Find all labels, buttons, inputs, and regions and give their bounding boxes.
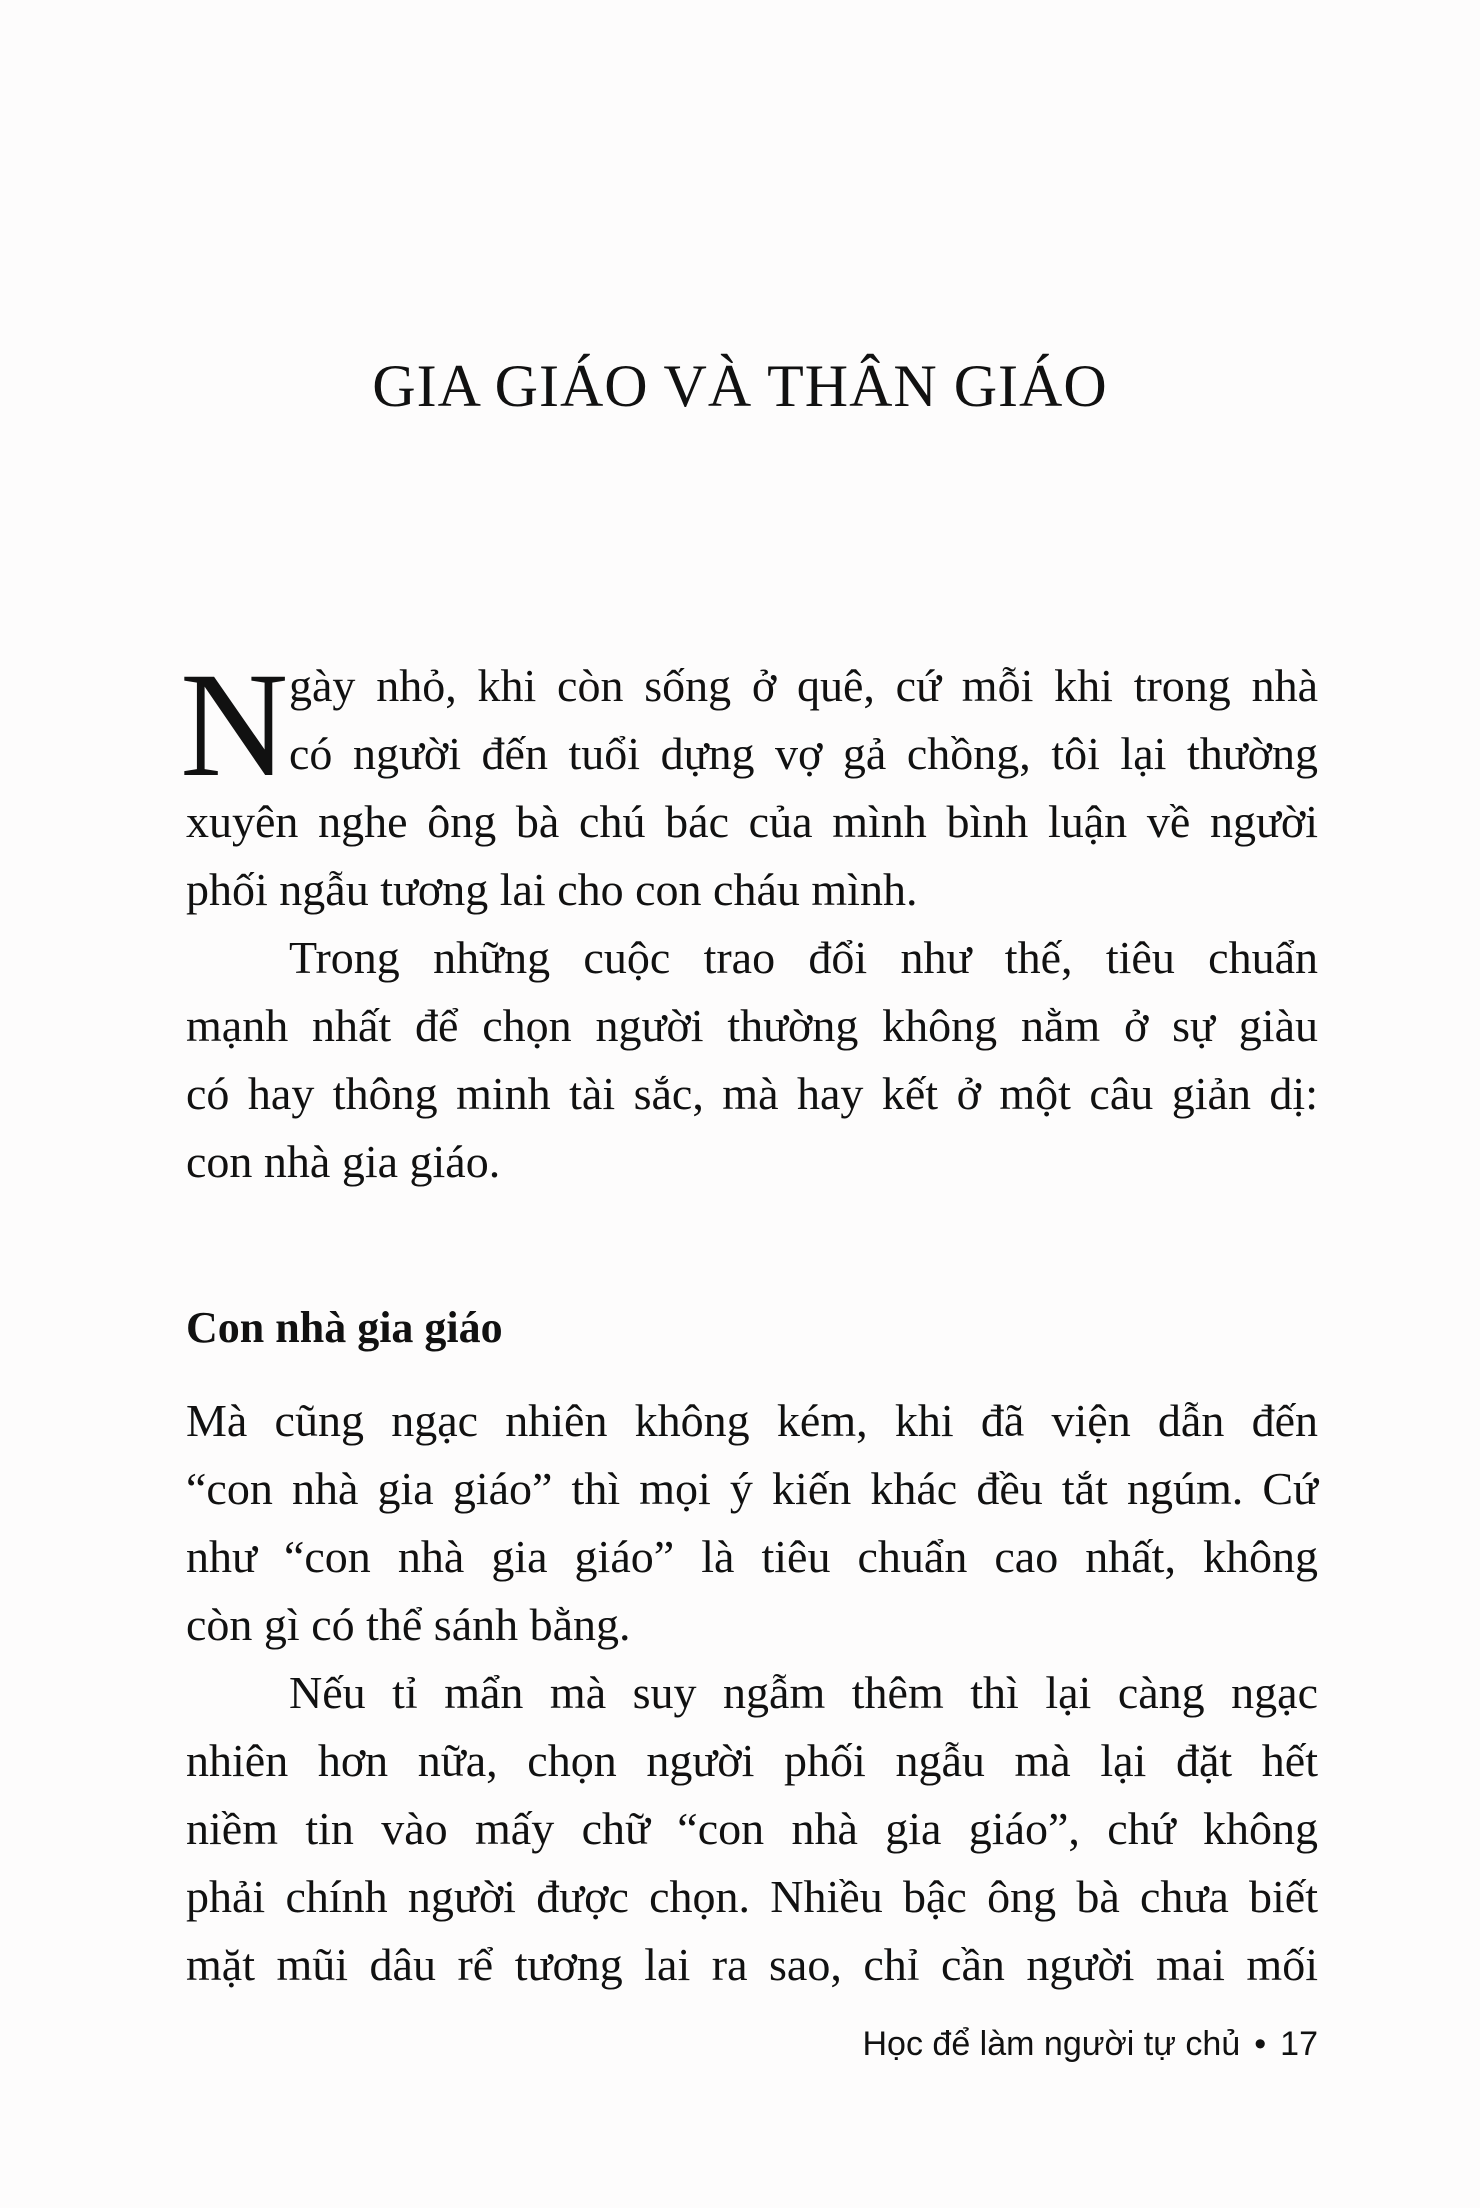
text-line: mặt mũi dâu rể tương lai ra sao, chỉ cần người mai mối: [186, 1939, 1318, 1990]
text-line: nhiên hơn nữa, chọn người phối ngẫu mà lại đặt hết: [186, 1735, 1318, 1786]
text-line: mạnh nhất để chọn người thường không nằm ở sự giàu: [186, 1000, 1318, 1051]
text-line: con nhà gia giáo.: [186, 1136, 501, 1187]
text-line: có hay thông minh tài sắc, mà hay kết ở một câu giản dị:: [186, 1068, 1318, 1119]
text-line: như “con nhà gia giáo” là tiêu chuẩn cao nhất, không: [186, 1531, 1318, 1582]
text-line: phải chính người được chọn. Nhiều bậc ông bà chưa biết: [186, 1871, 1318, 1922]
chapter-title: GIA GIÁO VÀ THÂN GIÁO: [372, 353, 1108, 419]
page-footer: [863, 2022, 1319, 2066]
drop-cap: N: [180, 642, 289, 808]
text-line: Trong những cuộc trao đổi như thế, tiêu chuẩn: [289, 932, 1318, 983]
text-line: xuyên nghe ông bà chú bác của mình bình luận về người: [186, 796, 1318, 847]
text-line: Mà cũng ngạc nhiên không kém, khi đã viện dẫn đến: [186, 1395, 1318, 1446]
page-number: 17: [1280, 2025, 1318, 2063]
text-line: phối ngẫu tương lai cho con cháu mình.: [186, 864, 918, 915]
text-line: còn gì có thể sánh bằng.: [186, 1599, 631, 1650]
text-line: có người đến tuổi dựng vợ gả chồng, tôi lại thường: [289, 728, 1318, 779]
text-line: niềm tin vào mấy chữ “con nhà gia giáo”, chứ không: [186, 1803, 1318, 1854]
text-line: gày nhỏ, khi còn sống ở quê, cứ mỗi khi trong nhà: [289, 660, 1318, 711]
text-line: “con nhà gia giáo” thì mọi ý kiến khác đều tắt ngúm. Cứ: [186, 1463, 1318, 1514]
section-heading: Con nhà gia giáo: [186, 1303, 503, 1352]
bullet-separator: •: [1254, 2025, 1267, 2063]
text-line: Nếu tỉ mẩn mà suy ngẫm thêm thì lại càng ngạc: [289, 1667, 1318, 1718]
running-title: Học để làm người tự chủ: [862, 2025, 1241, 2063]
